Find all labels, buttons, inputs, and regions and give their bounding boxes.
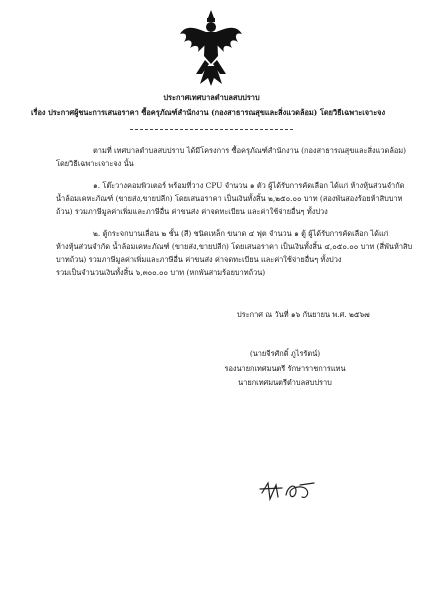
item-1-line-3: ถ้วน) รวมภาษีมูลค่าเพิ่มและภาษีอื่น ค่าขนส่ง ค่าจดทะเบียน และค่าใช้จ่ายอื่นๆ ทั้งปวง: [56, 207, 328, 216]
item-2-line-2: ห้างหุ้นส่วนจำกัด น้ำล้อมเคหะภัณฑ์ (ขายส่ง,ขายปลีก) โดยเสนอราคา เป็นเงินทั้งสิ้น ๔,๐๕๐.๐๐ บาท (สี่พันห้าสิบ: [56, 242, 413, 251]
signatory-position-1: รองนายกเทศมนตรี รักษาราชการแทน: [224, 364, 346, 373]
intro-line-2: โดยวิธีเฉพาะเจาะจง นั้น: [56, 159, 134, 168]
announcement-date: ประกาศ ณ วันที่ ๑๖ กันยายน พ.ศ. ๒๕๖๗: [237, 310, 370, 319]
item-1-line-1: ๑. โต๊ะวางคอมพิวเตอร์ พร้อมที่วาง CPU จำนวน ๑ ตัว ผู้ได้รับการคัดเลือก ได้แก่ ห้างหุ้นส่วนจำกัด: [93, 181, 405, 190]
intro-line-1: ตามที่ เทศบาลตำบลสบปราบ ได้มีโครงการ ซื้อครุภัณฑ์สำนักงาน (กองสาธารณสุขและสิ่งแวดล้อม): [93, 146, 407, 155]
garuda-emblem-icon: [178, 8, 244, 88]
signatory-name: (นายจีรศักดิ์ ภูไรรัตน์): [249, 349, 321, 358]
item-2-line-1: ๒. ตู้กระจกบานเลื่อน ๒ ชั้น (สี) ชนิดเหล็ก ขนาด ๔ ฟุต จำนวน ๑ ตู้ ผู้ได้รับการคัดเลือก ได้แก่: [93, 229, 389, 238]
total-amount: รวมเป็นจำนวนเงินทั้งสิ้น ๖,๓๐๐.๐๐ บาท (หกพันสามร้อยบาทถ้วน): [56, 268, 266, 277]
org-title: ประกาศเทศบาลตำบลสบปราบ: [163, 93, 260, 102]
signatory-position-2: นายกเทศมนตรีตำบลสบปราบ: [238, 378, 332, 387]
subject-line: เรื่อง ประกาศผู้ชนะการเสนอราคา ซื้อครุภัณฑ์สำนักงาน (กองสาธารณสุขและสิ่งแวดล้อม) โดยวิธีเฉพาะเจาะจง: [31, 108, 386, 117]
separator-line: [130, 129, 293, 130]
item-2-line-3: บาทถ้วน) รวมภาษีมูลค่าเพิ่มและภาษีอื่น ค่าขนส่ง ค่าจดทะเบียน และค่าใช้จ่ายอื่นๆ ทั้งปวง: [56, 255, 342, 264]
item-1-line-2: น้ำล้อมเคหะภัณฑ์ (ขายส่ง,ขายปลีก) โดยเสนอราคา เป็นเงินทั้งสิ้น ๒,๒๕๐.๐๐ บาท (สองพันสองร้อยห้าสิบบาท: [56, 194, 403, 203]
signature-icon: [256, 479, 320, 503]
